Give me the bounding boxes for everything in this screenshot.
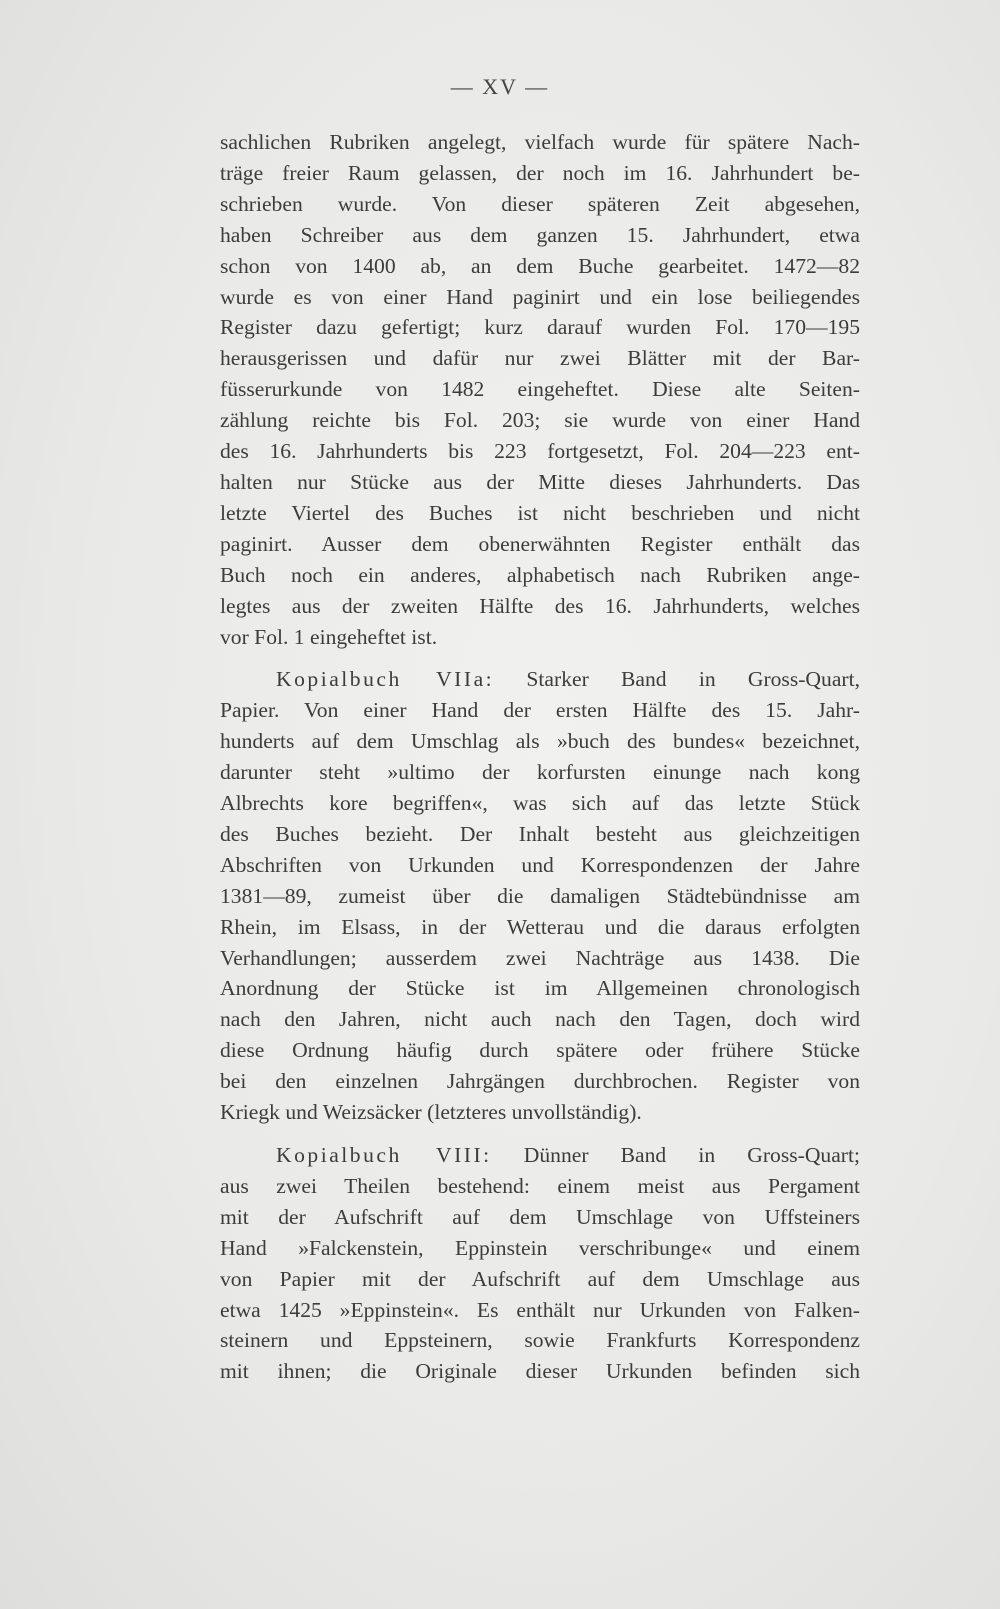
text-line: hunderts auf dem Umschlag als »buch des bundes« bezeichnet, xyxy=(220,729,860,754)
text-line: 1381—89, zumeist über die damaligen Städtebündnisse am xyxy=(220,883,860,908)
text-line: halten nur Stücke aus der Mitte dieses Jahrhunderts. Das xyxy=(220,469,860,494)
text-line: haben Schreiber aus dem ganzen 15. Jahrhundert, etwa xyxy=(220,222,860,247)
text-line: vor Fol. 1 eingeheftet ist. xyxy=(220,624,438,649)
text-line: herausgerissen und dafür nur zwei Blätter mit der Bar- xyxy=(220,346,860,371)
text-line: von Papier mit der Aufschrift auf dem Umschlage aus xyxy=(220,1266,860,1291)
text-line: paginirt. Ausser dem obenerwähnten Register enthält das xyxy=(220,531,860,556)
text-line: träge freier Raum gelassen, der noch im 16. Jahrhundert be- xyxy=(220,160,860,185)
text-line-first xyxy=(220,1140,860,1171)
text-line: Albrechts kore begriffen«, was sich auf das letzte Stück xyxy=(220,791,860,816)
text-line: aus zwei Theilen bestehend: einem meist aus Pergament xyxy=(220,1173,860,1198)
text-line: des 16. Jahrhunderts bis 223 fortgesetzt, Fol. 204—223 ent- xyxy=(220,439,860,464)
text-line: nach den Jahren, nicht auch nach den Tagen, doch wird xyxy=(220,1007,860,1032)
entry-heading-rest: Starker Band in Gross-Quart, xyxy=(526,667,860,692)
text-line: etwa 1425 »Eppinstein«. Es enthält nur Urkunden von Falken- xyxy=(220,1297,860,1322)
text-line: schon von 1400 ab, an dem Buche gearbeitet. 1472—82 xyxy=(220,253,860,278)
text-line: diese Ordnung häufig durch spätere oder frühere Stücke xyxy=(220,1038,860,1063)
text-line: Register dazu gefertigt; kurz darauf wurden Fol. 170—195 xyxy=(220,315,860,340)
text-line: schrieben wurde. Von dieser späteren Zeit abgesehen, xyxy=(220,191,860,216)
paragraph-continuation xyxy=(220,127,860,652)
text-line: Hand »Falckenstein, Eppinstein verschribunge« und einem xyxy=(220,1235,860,1260)
text-line: Papier. Von einer Hand der ersten Hälfte des 15. Jahr- xyxy=(220,698,860,723)
text-line: darunter steht »ultimo der korfursten einunge nach kong xyxy=(220,760,860,785)
entry-heading-rest: Dünner Band in Gross-Quart; xyxy=(523,1143,860,1167)
page-number: — XV — xyxy=(450,74,550,99)
paragraph-kopialbuch-viia xyxy=(220,664,860,1128)
text-line: mit ihnen; die Originale dieser Urkunden befinden sich xyxy=(220,1359,860,1384)
text-line: des Buches bezieht. Der Inhalt besteht aus gleichzeitigen xyxy=(220,821,860,846)
text-line-first xyxy=(220,664,860,695)
text-line: füsserurkunde von 1482 eingeheftet. Diese alte Seiten- xyxy=(220,377,860,402)
text-line: mit der Aufschrift auf dem Umschlage von Uffsteiners xyxy=(220,1204,860,1229)
text-line: Kriegk und Weizsäcker (letzteres unvollständig). xyxy=(220,1100,642,1125)
text-line: wurde es von einer Hand paginirt und ein lose beiliegendes xyxy=(220,284,860,309)
entry-heading: Kopialbuch VIIa: xyxy=(276,667,495,692)
text-line: bei den einzelnen Jahrgängen durchbrochen. Register von xyxy=(220,1069,860,1094)
paragraph-kopialbuch-viii xyxy=(220,1140,860,1387)
text-line: Anordnung der Stücke ist im Allgemeinen chronologisch xyxy=(220,976,860,1001)
text-line: steinern und Eppsteinern, sowie Frankfurts Korrespondenz xyxy=(220,1328,860,1353)
text-line: Buch noch ein anderes, alphabetisch nach Rubriken ange- xyxy=(220,562,860,587)
text-line: letzte Viertel des Buches ist nicht beschrieben und nicht xyxy=(220,500,860,525)
text-line: legtes aus der zweiten Hälfte des 16. Jahrhunderts, welches xyxy=(220,593,860,618)
text-line: Abschriften von Urkunden und Korrespondenzen der Jahre xyxy=(220,852,860,877)
text-line: zählung reichte bis Fol. 203; sie wurde von einer Hand xyxy=(220,408,860,433)
text-line: Verhandlungen; ausserdem zwei Nachträge aus 1438. Die xyxy=(220,945,860,970)
body-text xyxy=(220,127,860,1399)
text-line: sachlichen Rubriken angelegt, vielfach wurde für spätere Nach- xyxy=(220,130,860,154)
text-line: Rhein, im Elsass, in der Wetterau und die daraus erfolgten xyxy=(220,914,860,939)
entry-heading: Kopialbuch VIII: xyxy=(276,1143,492,1167)
